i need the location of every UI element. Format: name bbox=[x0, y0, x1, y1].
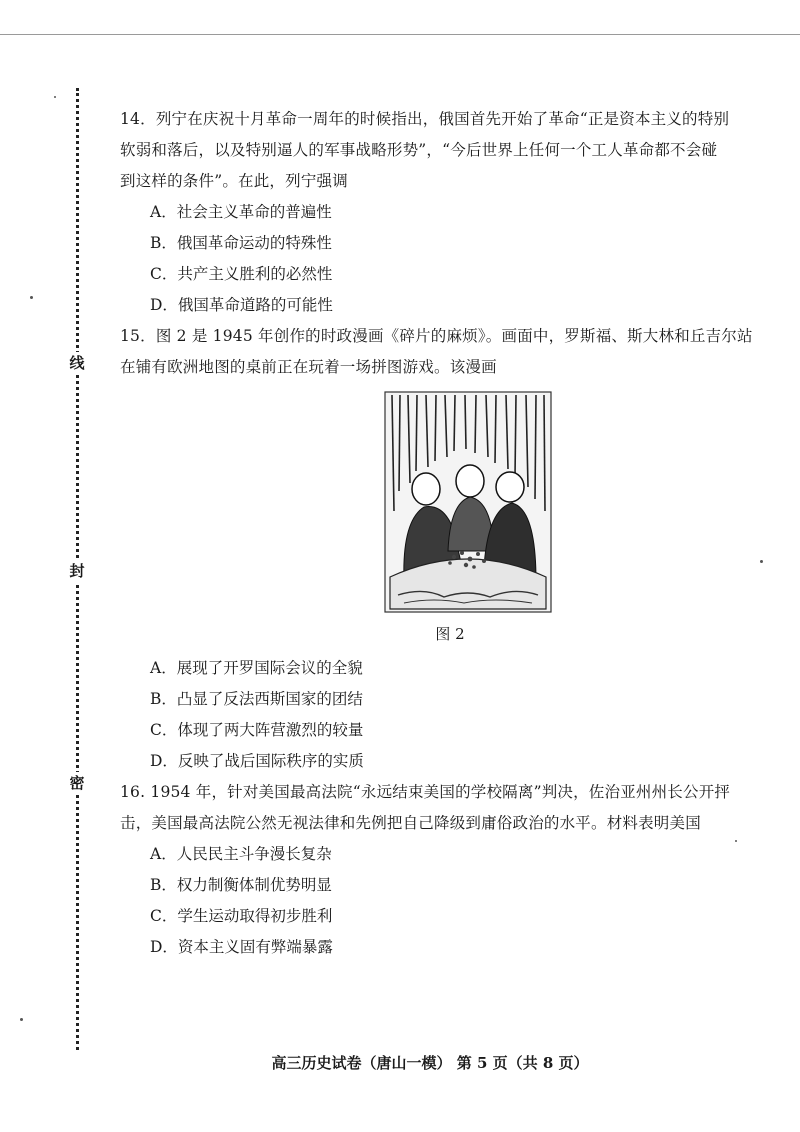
binding-char-mi: 密 bbox=[66, 772, 88, 794]
cartoon-figure bbox=[384, 391, 552, 613]
option-d: D．反映了战后国际秩序的实质 bbox=[150, 752, 364, 770]
figure-caption: 图 2 bbox=[435, 625, 465, 643]
option-d: D．资本主义固有弊端暴露 bbox=[150, 938, 333, 956]
question-line: 击，美国最高法院公然无视法律和先例把自己降级到庸俗政治的水平。材料表明美国 bbox=[120, 814, 701, 832]
option-a: A．人民民主斗争漫长复杂 bbox=[150, 845, 332, 863]
question-16 bbox=[120, 777, 760, 963]
option-b: B．凸显了反法西斯国家的团结 bbox=[150, 690, 363, 708]
option-b: B．权力制衡体制优势明显 bbox=[150, 876, 332, 894]
question-line: 软弱和落后，以及特别逼人的军事战略形势”，“今后世界上任何一个工人革命都不会碰 bbox=[120, 141, 718, 159]
option-a: A．展现了开罗国际会议的全貌 bbox=[150, 659, 363, 677]
scan-speck bbox=[735, 840, 737, 842]
cartoon-illustration bbox=[384, 391, 552, 613]
question-line: 15．图 2 是 1945 年创作的时政漫画《碎片的麻烦》。画面中，罗斯福、斯大林和丘吉尔站 bbox=[120, 327, 753, 345]
scan-speck bbox=[30, 296, 33, 299]
question-15 bbox=[120, 321, 760, 777]
question-line: 到这样的条件”。在此，列宁强调 bbox=[120, 172, 348, 190]
option-c: C．学生运动取得初步胜利 bbox=[150, 907, 333, 925]
top-rule bbox=[0, 34, 800, 35]
option-a: A．社会主义革命的普遍性 bbox=[150, 203, 332, 221]
binding-char-xian: 线 bbox=[66, 352, 88, 374]
question-line: 在铺有欧洲地图的桌前正在玩着一场拼图游戏。该漫画 bbox=[120, 358, 497, 376]
scan-speck bbox=[760, 560, 763, 563]
option-b: B．俄国革命运动的特殊性 bbox=[150, 234, 332, 252]
exam-content bbox=[120, 104, 760, 963]
page-footer: 高三历史试卷（唐山一模） 第 5 页（共 8 页） bbox=[271, 1054, 589, 1072]
scan-speck bbox=[54, 96, 56, 98]
option-c: C．共产主义胜利的必然性 bbox=[150, 265, 333, 283]
option-d: D．俄国革命道路的可能性 bbox=[150, 296, 333, 314]
scan-speck bbox=[20, 1018, 23, 1021]
question-14 bbox=[120, 104, 760, 321]
question-line: 16. 1954 年，针对美国最高法院“永远结束美国的学校隔离”判决，佐治亚州州长公开抨 bbox=[120, 783, 731, 801]
option-c: C．体现了两大阵营激烈的较量 bbox=[150, 721, 364, 739]
question-line: 14．列宁在庆祝十月革命一周年的时候指出，俄国首先开始了革命“正是资本主义的特别 bbox=[120, 110, 730, 128]
binding-char-feng: 封 bbox=[66, 560, 88, 582]
